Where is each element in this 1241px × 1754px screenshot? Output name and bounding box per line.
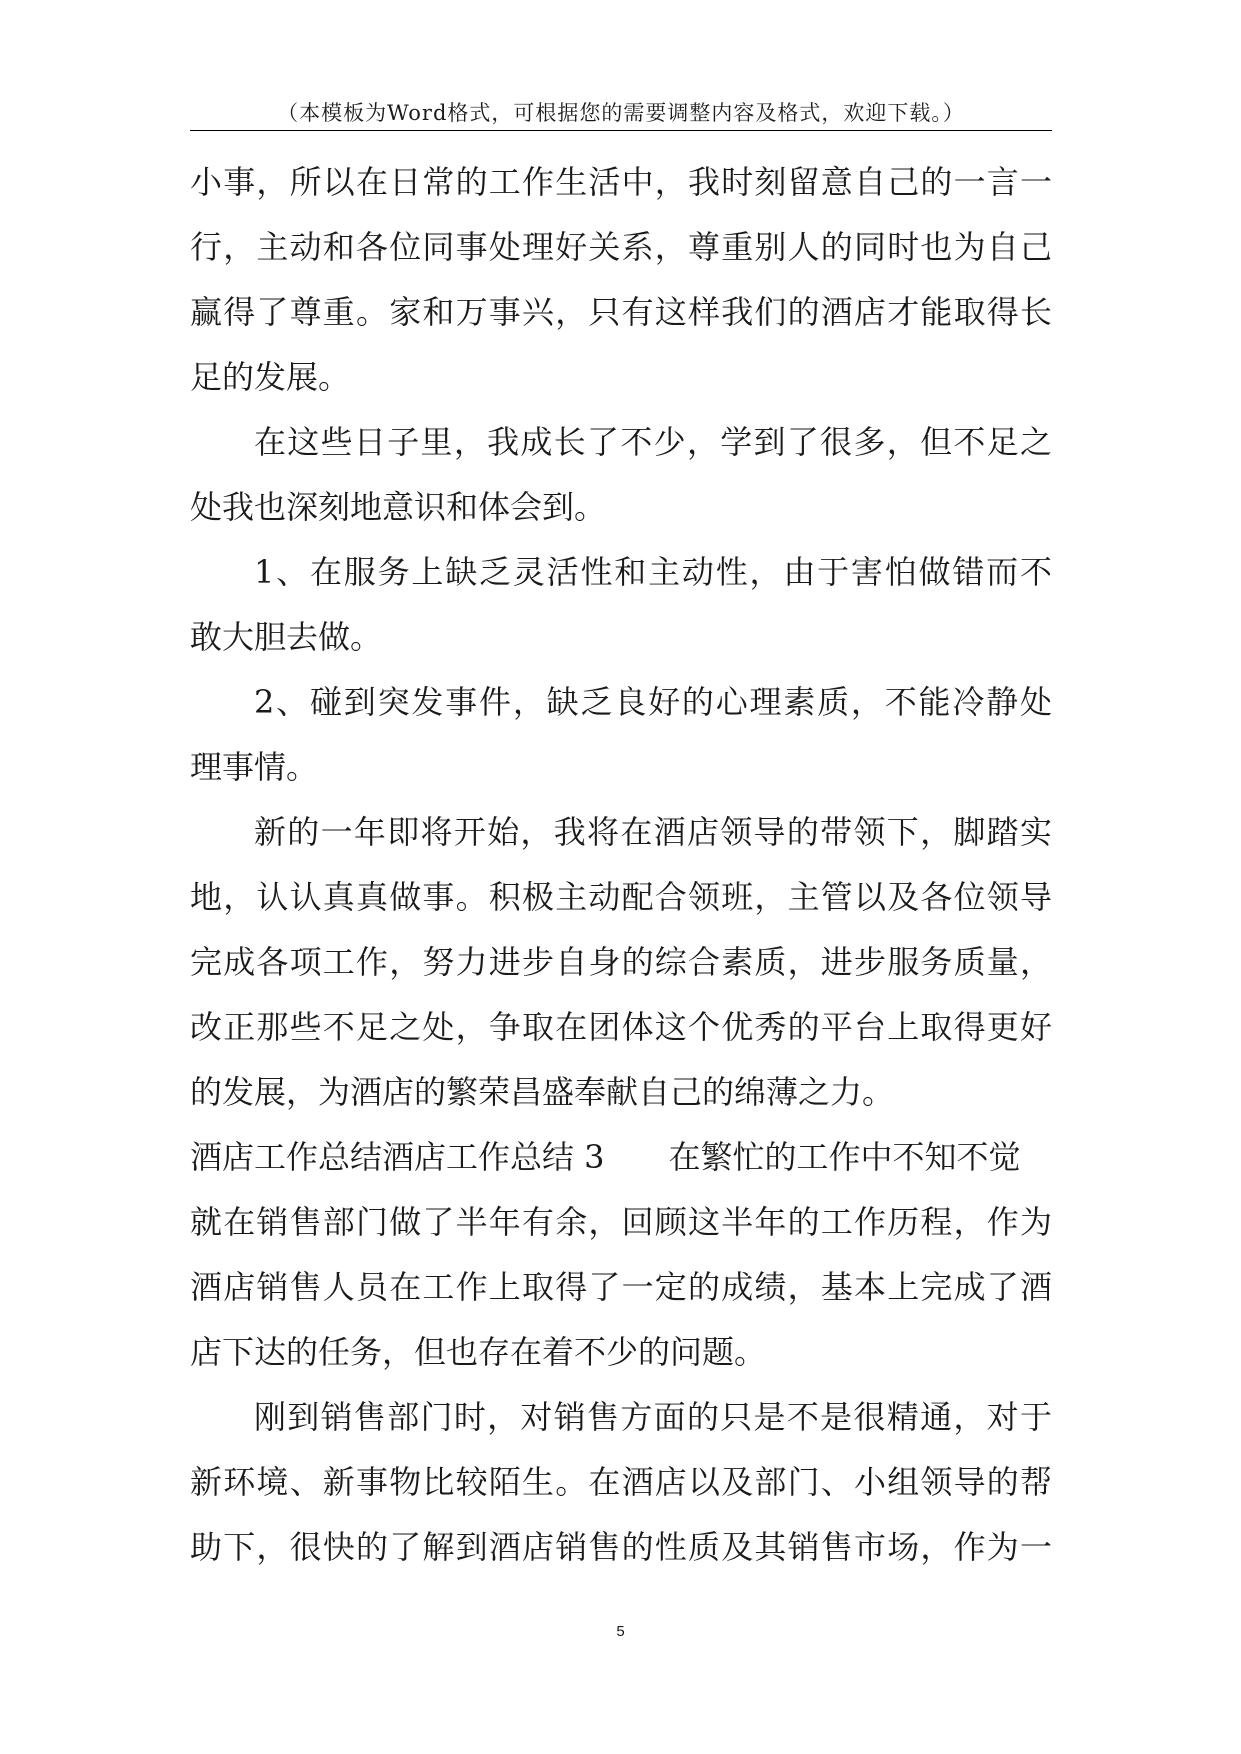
text-line: 在这些日子里，我成长了不少，学到了很多，但不足之 [254,423,1052,461]
text-line: 助下，很快的了解到酒店销售的性质及其销售市场，作为一 [190,1528,1052,1566]
text-line: 刚到销售部门时，对销售方面的只是不是很精通，对于 [254,1398,1052,1436]
text-line: 完成各项工作，努力进步自身的综合素质，进步服务质量， [190,943,1052,981]
text-line: 就在销售部门做了半年有余，回顾这半年的工作历程，作为 [190,1203,1052,1241]
text-line: 行，主动和各位同事处理好关系，尊重别人的同时也为自己 [190,228,1052,266]
text-line: 足的发展。 [190,358,351,396]
body-text [190,150,1052,1580]
text-line: 敢大胆去做。 [190,618,383,656]
text-line: 新环境、新事物比较陌生。在酒店以及部门、小组领导的帮 [190,1463,1052,1501]
text-line: 的发展，为酒店的繁荣昌盛奉献自己的绵薄之力。 [190,1073,895,1111]
text-line: 赢得了尊重。家和万事兴，只有这样我们的酒店才能取得长 [190,293,1052,331]
section-heading-line: 酒店工作总结酒店工作总结 3 在繁忙的工作中不知不觉 [190,1138,1021,1176]
text-line: 改正那些不足之处，争取在团体这个优秀的平台上取得更好 [190,1008,1052,1046]
text-line: 理事情。 [190,748,319,786]
text-line: 小事，所以在日常的工作生活中，我时刻留意自己的一言一 [190,163,1052,201]
page-number: 5 [616,1623,625,1640]
list-item-1: 1、在服务上缺乏灵活性和主动性，由于害怕做错而不 [254,553,1052,591]
header-divider [190,130,1052,131]
text-line: 新的一年即将开始，我将在酒店领导的带领下，脚踏实 [254,813,1052,851]
text-line: 处我也深刻地意识和体会到。 [190,488,607,526]
list-item-2: 2、碰到突发事件，缺乏良好的心理素质，不能冷静处 [254,683,1052,721]
text-line: 店下达的任务，但也存在着不少的问题。 [190,1333,767,1371]
text-line: 酒店销售人员在工作上取得了一定的成绩，基本上完成了酒 [190,1268,1052,1306]
page-header-note: （本模板为Word格式，可根据您的需要调整内容及格式，欢迎下载。） [277,101,965,125]
text-line: 地，认认真真做事。积极主动配合领班，主管以及各位领导 [190,878,1052,916]
